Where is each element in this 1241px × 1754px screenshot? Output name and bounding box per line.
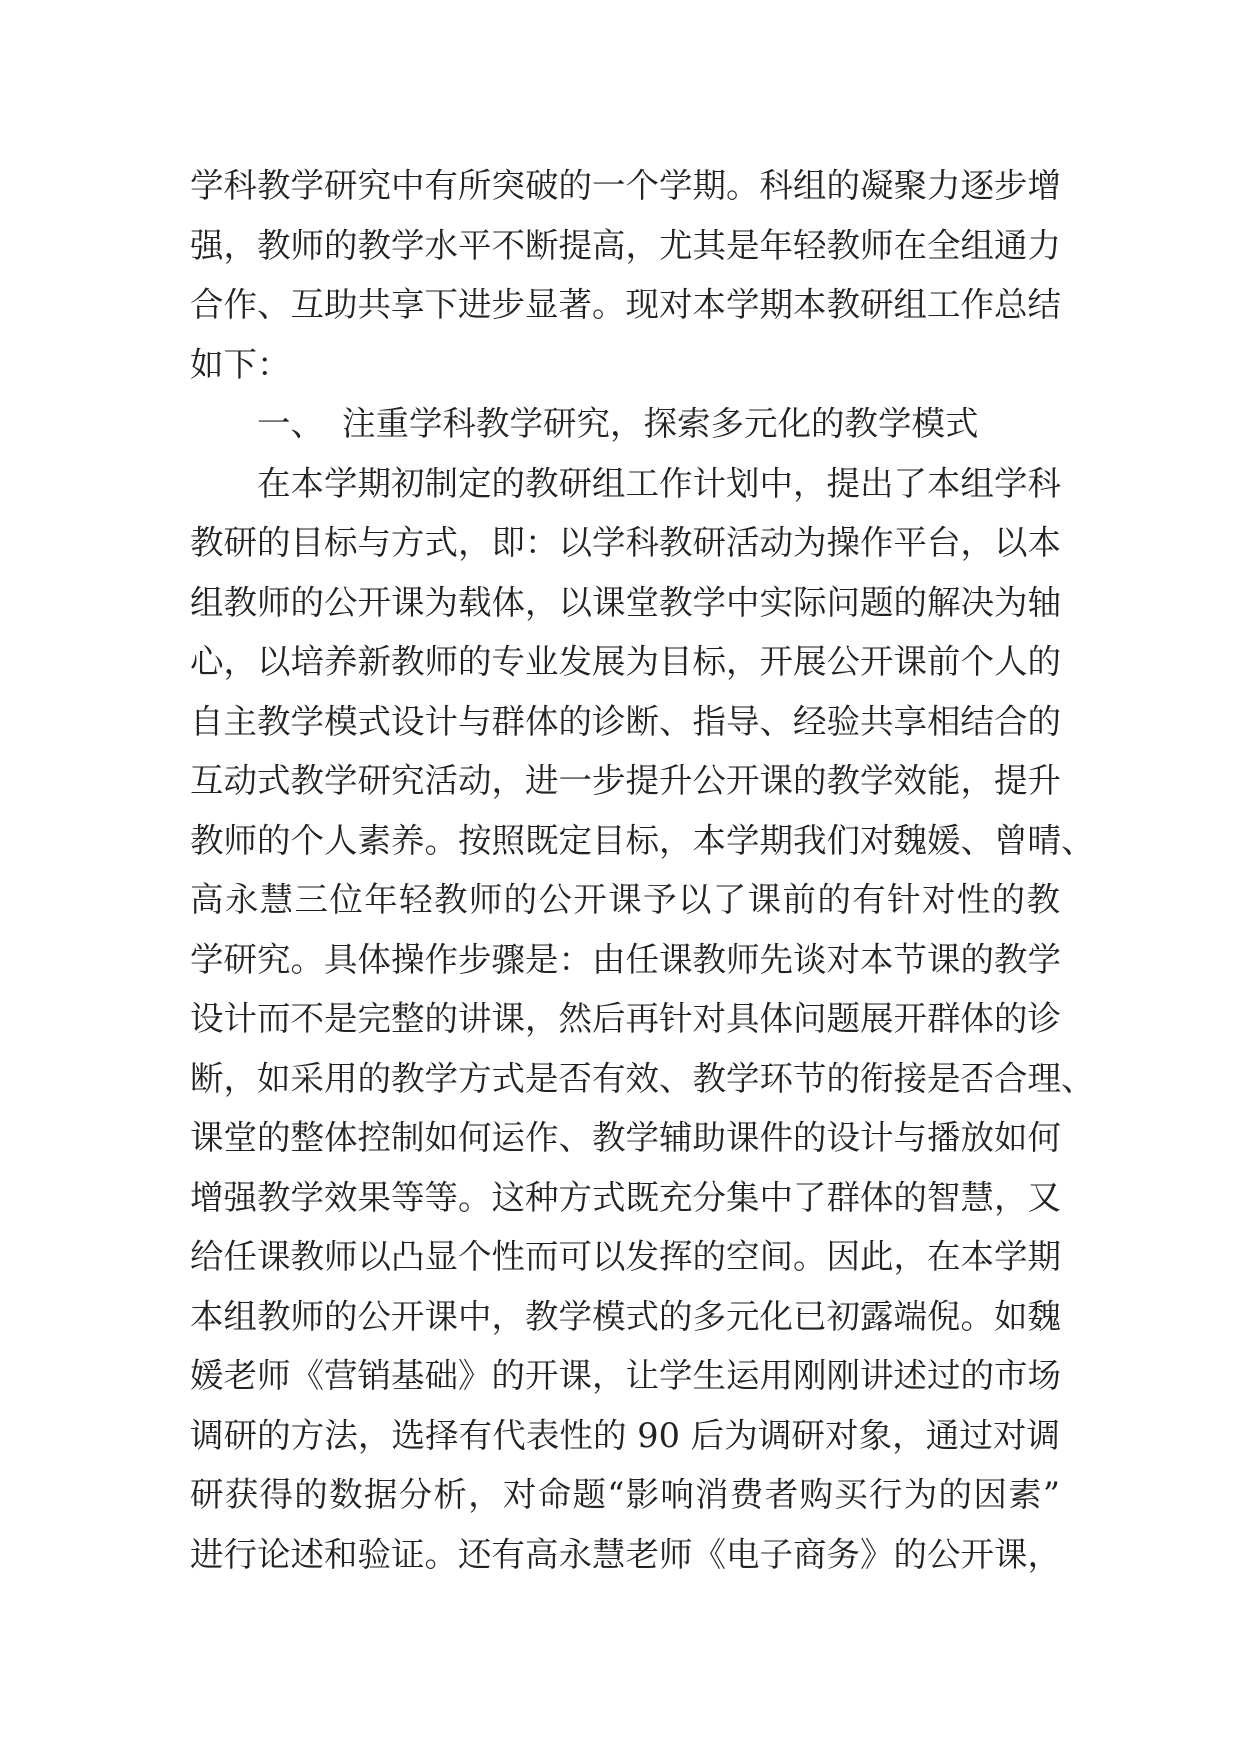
section-number: 一、 [257,404,324,443]
paragraph-line: 组教师的公开课为载体，以课堂教学中实际问题的解决为轴 [190,582,1061,622]
paragraph-line: 课堂的整体控制如何运作、教学辅助课件的设计与播放如何 [190,1118,1061,1157]
paragraph-line: 教师的个人素养。按照既定目标，本学期我们对魏媛、曾晴、 [190,820,1095,860]
paragraph-line: 给任课教师以凸显个性而可以发挥的空间。因此，在本学期 [190,1237,1061,1276]
paragraph-line: 研获得的数据分析，对命题“影响消费者购买行为的因素” [190,1475,1060,1514]
paragraph-line: 如下： [190,344,291,384]
paragraph-line: 互动式教学研究活动，进一步提升公开课的教学效能，提升 [190,761,1061,800]
paragraph-line: 强，教师的教学水平不断提高，尤其是年轻教师在全组通力 [190,225,1061,265]
paragraph-line: 合作、互助共享下进步显著。现对本学期本教研组工作总结 [190,285,1061,324]
paragraph-line: 高永慧三位年轻教师的公开课予以了课前的有针对性的教 [190,880,1060,919]
paragraph-line: 心，以培养新教师的专业发展为目标，开展公开课前个人的 [190,642,1061,681]
paragraph-line: 设计而不是完整的讲课，然后再针对具体问题展开群体的诊 [190,999,1061,1038]
paragraph-line: 学研究。具体操作步骤是：由任课教师先谈对本节课的教学 [190,939,1061,979]
paragraph-line: 调研的方法，选择有代表性的 90 后为调研对象，通过对调 [190,1415,1060,1455]
paragraph-line: 自主教学模式设计与群体的诊断、指导、经验共享相结合的 [190,701,1061,741]
paragraph-line: 教研的目标与方式，即：以学科教研活动为操作平台，以本 [190,523,1061,562]
paragraph-line: 学科教学研究中有所突破的一个学期。科组的凝聚力逐步增 [190,166,1061,205]
section-heading [190,394,1060,454]
paragraph-line: 在本学期初制定的教研组工作计划中，提出了本组学科 [257,463,1061,503]
document-body [190,156,1095,1584]
paragraph-line: 增强教学效果等等。这种方式既充分集中了群体的智慧，又 [190,1177,1061,1217]
paragraph-line: 媛老师《营销基础》的开课，让学生运用刚刚讲述过的市场 [190,1356,1061,1395]
paragraph-line: 本组教师的公开课中，教学模式的多元化已初露端倪。如魏 [190,1296,1061,1336]
paragraph-line: 断，如采用的教学方式是否有效、教学环节的衔接是否合理、 [190,1058,1095,1098]
section-title: 注重学科教学研究，探索多元化的教学模式 [342,404,979,443]
paragraph-line: 进行论述和验证。还有高永慧老师《电子商务》的公开课， [190,1534,1061,1574]
